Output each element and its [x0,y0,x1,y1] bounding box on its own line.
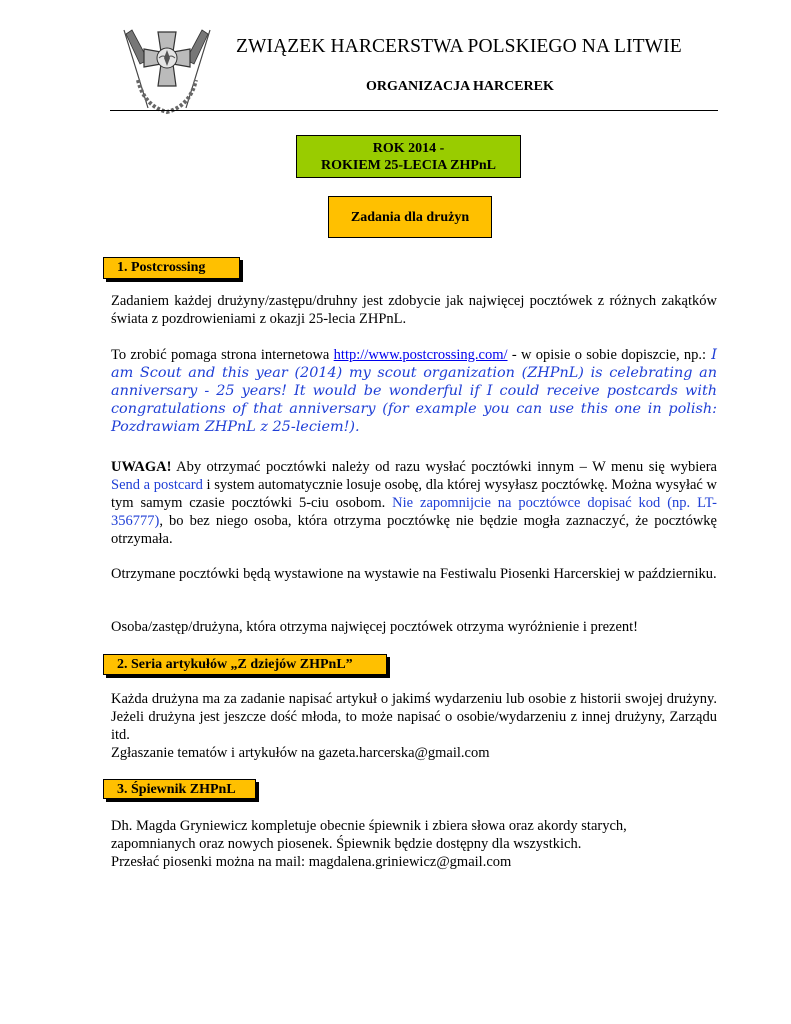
section-title-songbook: 3. Śpiewnik ZHPnL [103,779,256,799]
organization-title: ZWIĄZEK HARCERSTWA POLSKIEGO NA LITWIE [236,36,682,57]
anniversary-year-banner [296,135,521,178]
songbook-line-2: zapomnianych oraz nowych piosenek. Śpiewnik będzie dostępny dla wszystkich. [111,836,582,852]
songbook-paragraph [111,817,717,871]
songbook-line-3: Przesłać piosenki można na mail: magdalena.griniewicz@gmail.com [111,854,512,870]
prize-paragraph: Osoba/zastęp/drużyna, która otrzyma najwięcej pocztówek otrzyma wyróżnienie i prezent! [111,619,639,635]
warning-paragraph [111,458,717,548]
articles-contact-line: Zgłaszanie tematów i artykułów na gazeta.harcerska@gmail.com [111,745,490,761]
send-postcard-link[interactable]: Send a postcard [111,477,203,493]
year-line-1: ROK 2014 - [372,141,445,156]
year-line-2: ROKIEM 25-LECIA ZHPnL [320,158,497,173]
warning-text-a: Aby otrzymać pocztówki należy od razu wysłać pocztówki innym – W menu się wybiera [171,459,717,475]
warning-text-b: i system automatycznie losuje osobę, dla której wysyłasz pocztówkę. Można wysyłać w tym samym czasie pocztówki 5-ciu osobom. [111,477,717,511]
postcrossing-intro-paragraph: Zadaniem każdej drużyny/zastępu/druhny jest zdobycie jak najwięcej pocztówek z różnych zakątków świata z pozdrowieniami z okazji 25-lecia ZHPnL. [111,293,717,327]
exhibition-paragraph: Otrzymane pocztówki będą wystawione na wystawie na Festiwalu Piosenki Harcerskiej w październiku. [111,566,717,582]
section-title-articles: 2. Seria artykułów „Z dziejów ZHPnL” [103,654,387,675]
warning-text-c: , bo bez niego osoba, która otrzyma pocztówkę nie będzie mogła zaznaczyć, że pocztówkę otrzymała. [111,513,717,547]
code-reminder-text: Nie zapomnijcie na pocztówce dopisać kod (np. LT-356777) [111,495,717,529]
section-title-postcrossing: 1. Postcrossing [103,257,240,279]
articles-paragraph: Każda drużyna ma za zadanie napisać artykuł o jakimś wydarzeniu lub osobie z historii swojej drużyny. Jeżeli drużyna jest jeszcze dość młoda, to może napisać o osobie/wydarzeniu z innej drużyny, Zarządu itd. [111,691,717,743]
postcrossing-link[interactable]: http://www.postcrossing.com/ [333,347,508,363]
postcrossing-how-paragraph [111,346,717,436]
header-divider [110,110,718,111]
songbook-line-1: Dh. Magda Gryniewicz kompletuje obecnie śpiewnik i zbiera słowa oraz akordy starych, [111,818,627,834]
tasks-banner: Zadania dla drużyn [328,196,492,238]
how-text-prefix: To zrobić pomaga strona internetowa [111,347,334,363]
example-english-message: I am Scout and this year (2014) my scout organization (ZHPnL) is celebrating an anniversary - 25 years! It would be wonderful if I could receive postcards with congratulations of that anniversary (for example you can use this one in polish: Pozdrawiam ZHPnL z 25-leciem!). [111,347,717,435]
warning-label: UWAGA! [111,459,172,475]
organization-subtitle: ORGANIZACJA HARCEREK [366,79,554,94]
how-text-suffix: - w opisie o sobie dopiszcie, np.: [507,347,707,363]
scout-cross-emblem-icon [118,20,216,116]
